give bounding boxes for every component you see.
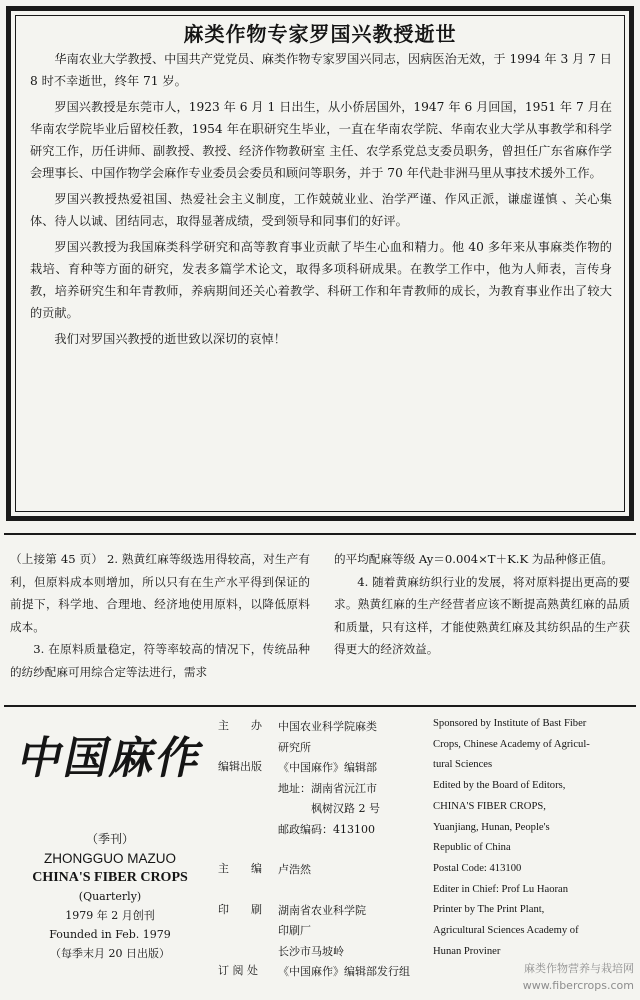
english-info-line: Sponsored by Institute of Bast Fiber: [433, 718, 587, 729]
info-value: 邮政编码：413100: [278, 822, 375, 836]
english-info-line: Printer by The Print Plant,: [433, 904, 545, 916]
info-value: 地址：湖南省沅江市: [278, 781, 377, 795]
article-paragraph: 的平均配麻等级 Ay＝0.004×T＋K.K 为品种修正值。: [334, 552, 613, 566]
info-row-subscription: [218, 962, 428, 983]
english-info-line: Editer in Chief: Prof Lu Haoran: [433, 883, 569, 895]
info-label: 编辑出版: [218, 760, 262, 773]
watermark-url: www.fibercrops.com: [522, 979, 634, 992]
english-info-line: Agricultural Sciences Academy of: [433, 925, 579, 937]
info-value: 卢浩然: [278, 863, 311, 876]
site-watermark: [523, 960, 634, 994]
info-value: 中国农业科学院麻类: [278, 720, 377, 733]
info-row-publisher: [218, 758, 428, 840]
obituary-paragraph: 罗国兴教授是东莞市人，1923 年 6 月 1 日出生，从小侨居国外，1947 年 6 月回国，1951 年 7 月在华南农学院毕业后留校任教，1954 年在职研究生毕业，一直在华南农学院、华南农业大学从事教学和科学研究工作，历任讲师、副教授、教授、经济作物教研室 主任、农学系党总支委员职务，曾担任广东省麻作学会理事长、中国作物学会麻作专业委员会委员和顾问等职务，并于 70 年代赴非洲马里从事技术援外工作。: [30, 100, 612, 180]
english-info-line: Yuanjiang, Hunan, People's: [433, 821, 550, 833]
magazine-logo: 中国麻作: [13, 733, 209, 784]
masthead-info-cn: [218, 717, 428, 983]
publish-schedule: （每季末月 20 日出版）: [50, 947, 170, 960]
watermark-site-name: 麻类作物营养与栽培网: [524, 962, 634, 975]
info-label: 主 编: [218, 862, 262, 875]
section-divider: [4, 533, 636, 535]
english-info-line: Hunan Proviner: [433, 945, 501, 957]
english-info-line: Crops, Chinese Academy of Agricul-: [433, 738, 590, 750]
article-paragraph: 4. 随着黄麻纺织行业的发展，将对原料提出更高的要求。熟黄红麻的生产经营者应该不断提高熟黄红麻的品质和质量，只有这样，才能使熟黄红麻及其纺织品的生产获得更大的经济效益。: [334, 574, 630, 656]
info-row-printer: [218, 901, 428, 963]
info-label: 订 阅 处: [218, 964, 258, 977]
info-value: 长沙市马坡岭: [278, 944, 344, 958]
english-info-line: Republic of China: [433, 842, 511, 854]
magazine-pinyin-title: ZHONGGUO MAZUO: [44, 851, 176, 866]
article-paragraph: 3. 在原料质量稳定，符等率较高的情况下，传统品种的纺纱配麻可用综合定等法进行，需求: [10, 642, 310, 679]
info-value: 《中国麻作》编辑部发行组: [278, 965, 410, 978]
founded-date-cn: 1979 年 2 月创刊: [65, 909, 155, 922]
english-info-line: Postal Code: 413100: [433, 862, 522, 874]
obituary-paragraph: 罗国兴教授为我国麻类科学研究和高等教育事业贡献了毕生心血和精力。他 40 多年来从事麻类作物的栽培、育种等方面的研究，发表多篇学术论文，取得多项科研成果。在教学工作中，他为人师表，言传身教，培养研究生和年青教师，养病期间还关心着教学、科研工作和年青教师的成长，为教育事业作出了较大的贡献。: [30, 240, 612, 320]
obituary-paragraph: 我们对罗国兴教授的逝世致以深切的哀悼！: [54, 332, 286, 346]
obituary-paragraph: 罗国兴教授热爱祖国、热爱社会主义制度，工作兢兢业业、治学严谨、作风正派，谦虚谨慎 、关心集体、待人以诚、团结同志，取得显著成绩，受到领导和同事们的好评。: [30, 192, 612, 228]
quarterly-label-en: (Quarterly): [78, 890, 142, 903]
masthead-title-block: [10, 722, 210, 963]
info-value: 湖南省农业科学院: [278, 903, 366, 917]
english-info-line: CHINA'S FIBER CROPS,: [433, 800, 546, 812]
info-row-sponsor: [218, 717, 428, 758]
info-value: 印刷厂: [278, 924, 311, 937]
article-left-column: [10, 548, 310, 683]
magazine-english-title: CHINA'S FIBER CROPS: [32, 870, 188, 885]
quarterly-label-cn: （季刊）: [85, 832, 134, 846]
info-label: 主 办: [218, 719, 262, 732]
article-paragraph: （上接第 45 页） 2. 熟黄红麻等级选用得较高，对生产有利，但原料成本则增加，所以只有在生产水平得到保证的前提下，科学地、合理地、经济地使用原料，以降低原料成本。: [10, 552, 310, 634]
info-value: 研究所: [278, 740, 311, 754]
info-value: 枫树汉路 2 号: [278, 802, 380, 815]
masthead-divider: [4, 705, 636, 707]
obituary-title: 麻类作物专家罗国兴教授逝世: [183, 22, 457, 46]
info-row-editor: [218, 860, 428, 881]
info-label: 印 刷: [218, 902, 262, 916]
article-right-column: [334, 548, 630, 661]
obituary-paragraph: 华南农业大学教授、中国共产党党员、麻类作物专家罗国兴同志，因病医治无效，于 1994 年 3 月 7 日 8 时不幸逝世，终年 71 岁。: [30, 52, 612, 88]
masthead-info-en: [433, 714, 631, 962]
founded-date-en: Founded in Feb. 1979: [49, 928, 171, 941]
english-info-line: tural Sciences: [433, 759, 493, 771]
info-value: 《中国麻作》编辑部: [278, 761, 377, 774]
english-info-line: Edited by the Board of Editors,: [433, 780, 566, 792]
obituary-body: [30, 48, 612, 354]
